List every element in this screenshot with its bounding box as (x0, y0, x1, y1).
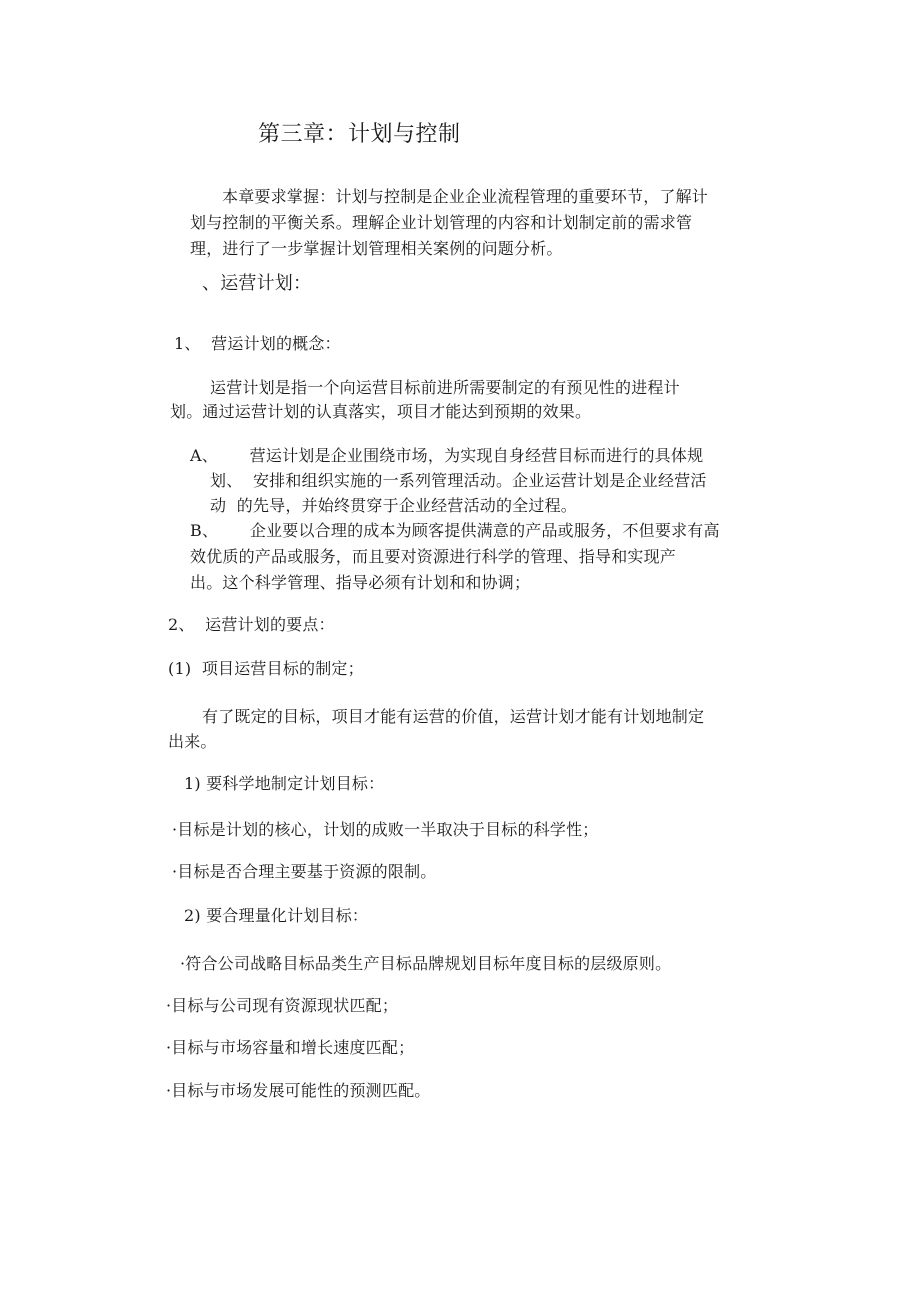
list-item-a: A、 营运计划是企业围绕市场，为实现自身经营目标而进行的具体规 (190, 446, 704, 465)
point-heading: 1) 要科学地制定计划目标： (184, 774, 385, 793)
paragraph-line: 有了既定的目标，项目才能有运营的价值，运营计划才能有计划地制定 (202, 707, 705, 726)
list-item-b: B、 企业要以合理的成本为顾客提供满意的产品或服务，不但要求有高 (190, 521, 720, 540)
intro-line: 划与控制的平衡关系。理解企业计划管理的内容和计划制定前的需求管 (190, 213, 693, 232)
intro-line: 理，进行了一步掌握计划管理相关案例的问题分析。 (190, 239, 563, 258)
item-heading: 2、 运营计划的要点： (168, 615, 335, 634)
bullet-item: ·目标与市场容量和增长速度匹配； (166, 1038, 415, 1057)
list-item-b: 出。这个科学管理、指导必须有计划和和协调； (190, 573, 531, 592)
paragraph-line: 划。通过运营计划的认真落实，项目才能达到预期的效果。 (170, 402, 592, 421)
sub-heading: (1) 项目运营目标的制定； (168, 659, 364, 678)
bullet-item: ·目标是否合理主要基于资源的限制。 (172, 862, 437, 881)
point-heading: 2) 要合理量化计划目标： (184, 906, 369, 925)
bullet-item: ·目标与公司现有资源现状匹配； (166, 996, 399, 1015)
bullet-item: ·目标是计划的核心，计划的成败一半取决于目标的科学性； (172, 820, 599, 839)
list-item-a: 划、 安排和组织实施的一系列管理活动。企业运营计划是企业经营活 (210, 471, 707, 490)
item-heading: 1、 营运计划的概念： (174, 334, 341, 353)
bullet-item: ·符合公司战略目标品类生产目标品牌规划目标年度目标的层级原则。 (180, 954, 672, 973)
section-heading: 、运营计划： (202, 273, 312, 294)
bullet-item: ·目标与市场发展可能性的预测匹配。 (166, 1081, 431, 1100)
list-item-b: 效优质的产品或服务，而且要对资源进行科学的管理、指导和实现产 (190, 547, 677, 566)
chapter-title: 第三章：计划与控制 (258, 122, 461, 147)
list-item-a: 动 的先导，并始终贯穿于企业经营活动的全过程。 (210, 496, 577, 515)
paragraph-line: 出来。 (168, 732, 217, 751)
intro-line: 本章要求掌握：计划与控制是企业企业流程管理的重要环节，了解计 (222, 187, 709, 206)
paragraph-line: 运营计划是指一个向运营目标前进所需要制定的有预见性的进程计 (210, 378, 680, 397)
